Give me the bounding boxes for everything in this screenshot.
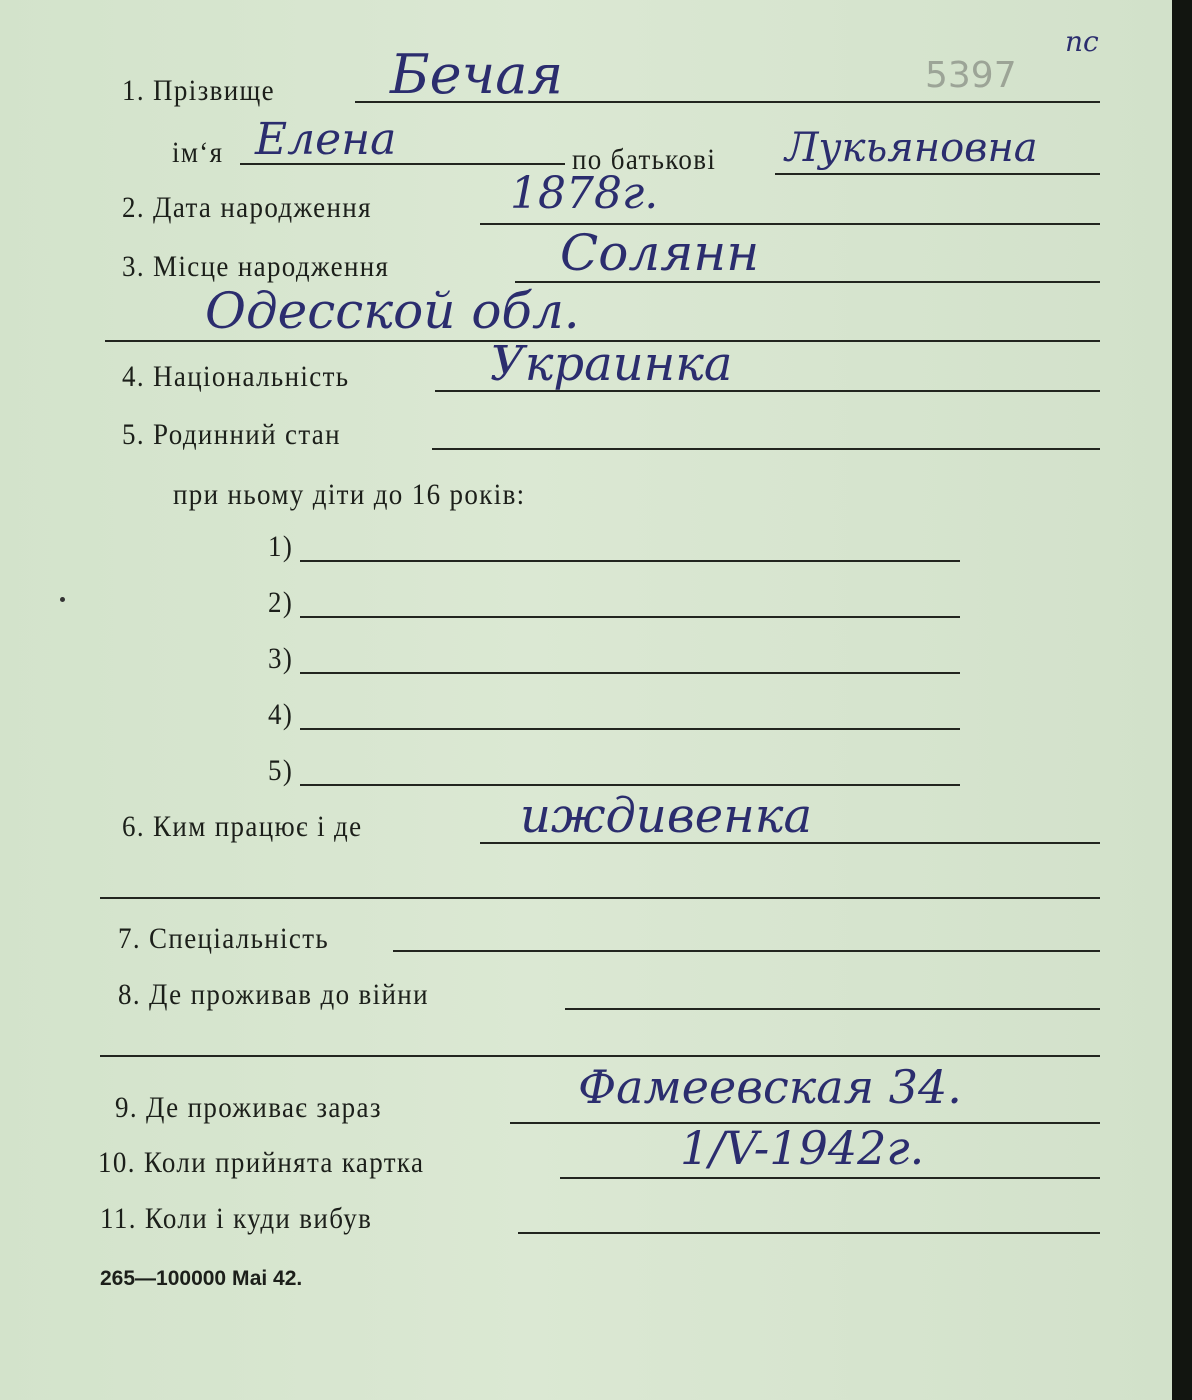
first-name-label: ім‘я [172,136,224,169]
child-2-label: 2) [268,586,294,619]
nationality-label: 4. Національність [122,360,350,393]
child-3-line [300,672,960,674]
birth-date-value: 1878г. [510,168,659,219]
child-4-label: 4) [268,698,294,731]
birth-place-value-1: Солянн [560,224,760,282]
work-value: иждивенка [520,788,813,844]
card-date-value: 1/V-1942г. [680,1121,925,1175]
card-date-label: 10. Коли прийнята картка [98,1146,425,1179]
scan-edge [1172,0,1192,1400]
archive-number: 5397 [925,55,1017,96]
birth-date-label: 2. Дата народження [122,191,372,224]
nationality-value: Украинка [490,336,733,392]
departure-label: 11. Коли і куди вибув [100,1202,373,1235]
print-run-footer: 265—100000 Маі 42. [100,1267,303,1290]
patronymic-line [775,173,1100,175]
current-address-label: 9. Де проживає зараз [115,1091,382,1124]
marital-line [432,448,1100,450]
child-1-line [300,560,960,562]
work-label: 6. Ким працює і де [122,810,363,843]
work-line-2 [100,897,1100,899]
prewar-label: 8. Де проживав до війни [118,978,429,1011]
archive-suffix: пс [1065,25,1099,58]
ink-dot [60,597,65,602]
child-3-label: 3) [268,642,294,675]
patronymic-value: Лукьяновна [785,125,1038,171]
birth-place-value-2: Одесской обл. [205,282,580,340]
specialty-label: 7. Спеціальність [118,922,330,955]
children-label: при ньому діти до 16 років: [173,478,526,511]
child-2-line [300,616,960,618]
prewar-line [565,1008,1100,1010]
child-1-label: 1) [268,530,294,563]
patronymic-label: по батькові [572,143,717,176]
birth-place-label: 3. Місце народження [122,250,390,283]
card-date-line [560,1177,1100,1179]
specialty-line [393,950,1100,952]
marital-label: 5. Родинний стан [122,418,341,451]
child-5-line [300,784,960,786]
child-4-line [300,728,960,730]
first-name-value: Елена [255,114,397,165]
departure-line [518,1232,1100,1234]
surname-value: Бечая [390,43,564,106]
current-address-value: Фамеевская 34. [578,1060,962,1114]
prewar-line-2 [100,1055,1100,1057]
surname-label: 1. Прізвище [122,74,275,107]
child-5-label: 5) [268,754,294,787]
